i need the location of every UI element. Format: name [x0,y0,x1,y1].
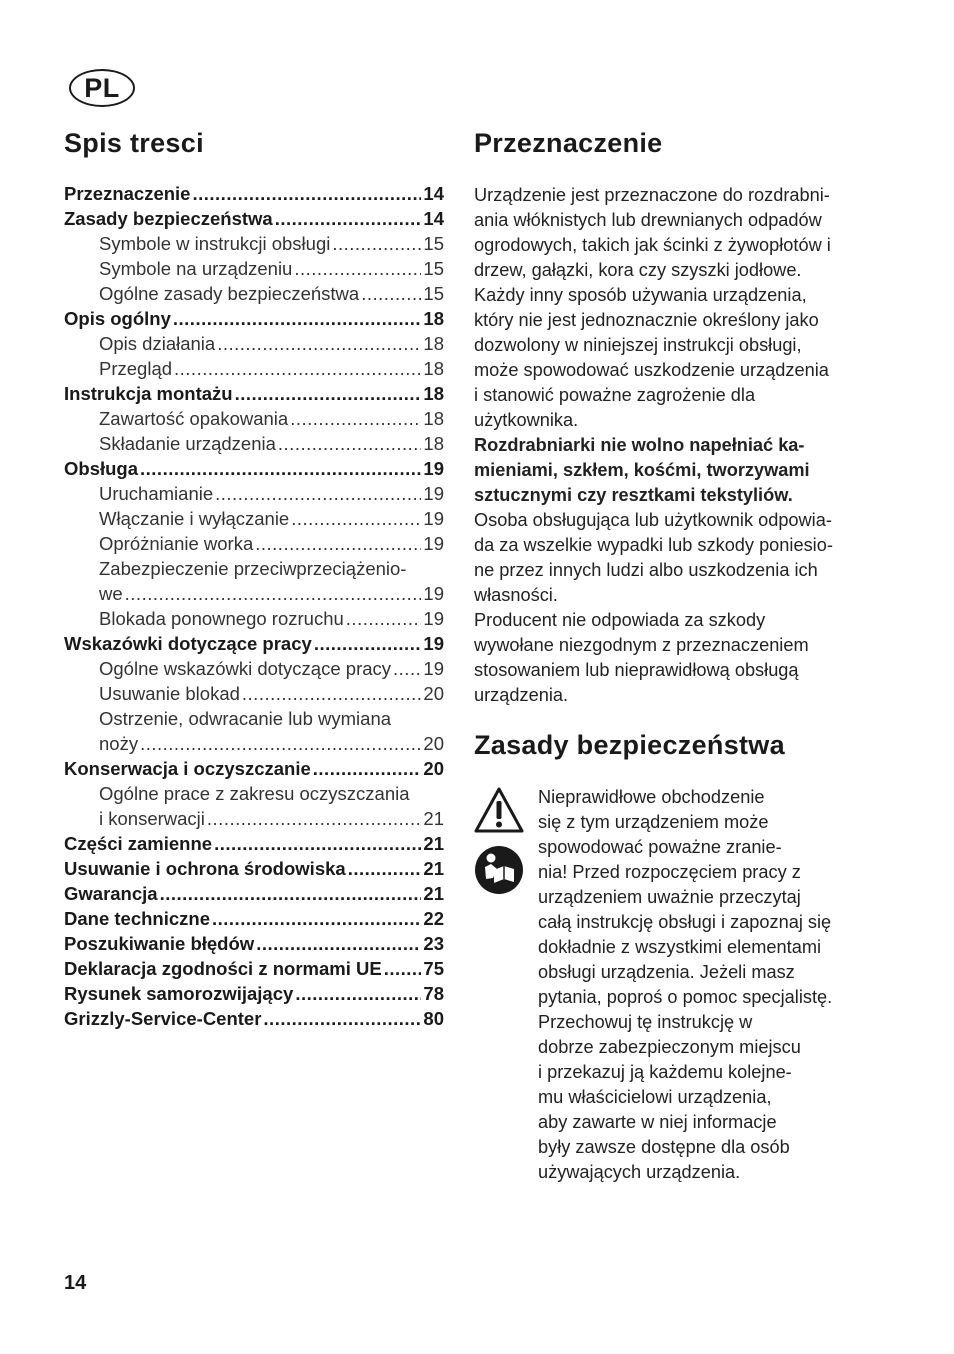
toc-entry-label: Symbole na urządzeniu [99,258,293,279]
toc-leader-dots [384,958,422,980]
toc-leader-dots [332,233,421,255]
toc-entry [64,983,444,1008]
text-line: aby zawarte w niej informacje [538,1112,777,1132]
toc-entry [64,383,444,408]
toc-entry-label: Przegląd [99,358,173,379]
toc-entry [64,333,444,358]
toc-entry-label: Uruchamianie [99,483,214,504]
toc-entry-label: Konserwacja i oczyszczanie [64,758,311,779]
text-line: Nieprawidłowe obchodzenie [538,787,765,807]
toc-entry-page: 14 [423,183,444,204]
toc-entry-page: 18 [423,333,444,354]
text-line: Każdy inny sposób używania urządzenia, [474,285,807,305]
toc-entry-label: Instrukcja montażu [64,383,233,404]
toc-entry-page: 18 [423,308,444,329]
toc-entry-page: 15 [423,258,444,279]
text-line: obsługi urządzenia. Jeżeli masz [538,962,795,982]
toc-entry-page: 21 [423,883,444,904]
toc-entry [64,208,444,233]
toc-leader-dots [242,683,422,705]
toc-entry-label: Przeznaczenie [64,183,191,204]
purpose-heading: Przeznaczenie [474,128,663,158]
toc-entry-label: Rysunek samorozwijający [64,983,294,1004]
toc-entry [64,808,444,833]
language-code: PL [84,72,120,103]
text-line: urządzeniem uważnie przeczytaj [538,887,801,907]
toc-entry-label: Poszukiwanie błędów [64,933,255,954]
toc-entry-page: 22 [423,908,444,929]
text-line: były zawsze dostępne dla osób [538,1137,790,1157]
text-line: całą instrukcję obsługi i zapoznaj się [538,912,832,932]
text-line: używających urządzenia. [538,1162,741,1182]
toc-leader-dots [212,908,421,930]
toc-entry-page: 15 [423,283,444,304]
toc-entry [64,658,444,683]
safety-heading: Zasady bezpieczeństwa [474,730,785,760]
toc-entry-page: 19 [423,508,444,529]
toc-entry [64,858,444,883]
text-line: Przechowuj tę instrukcję w [538,1012,753,1032]
toc-leader-dots [174,358,421,380]
toc-leader-dots [361,283,421,305]
toc-entry-page: 23 [423,933,444,954]
text-line: da za wszelkie wypadki lub szkody poniesio- [474,535,833,555]
text-line: i przekazuj ją każdemu kolejne- [538,1062,792,1082]
toc-entry-label: Grizzly-Service-Center [64,1008,262,1029]
toc-entry-label: Wskazówki dotyczące pracy [64,633,312,654]
toc-entry-page: 18 [423,408,444,429]
toc-leader-dots [215,483,421,505]
toc-entry-page: 19 [423,658,444,679]
toc-entry-label: Ogólne zasady bezpieczeństwa [99,283,360,304]
toc-entry-label: noży [99,733,139,754]
toc-entry-label: Opróżnianie worka [99,533,254,554]
toc-entry [64,183,444,208]
text-line: pytania, poproś o pomoc specjalistę. [538,987,833,1007]
toc-entry [64,283,444,308]
warning-text-line: mieniami, szkłem, kośćmi, tworzywami [474,460,810,480]
toc-entry-label: Ogólne prace z zakresu oczyszczania [99,783,410,804]
toc-entry [64,483,444,508]
toc-entry-label: Składanie urządzenia [99,433,276,454]
text-line: dobrze zabezpieczonym miejscu [538,1037,801,1057]
text-line: ne przez innych ludzi albo uszkodzenia ich [474,560,818,580]
text-line: Osoba obsługująca lub użytkownik odpowia- [474,510,832,530]
toc-entry [64,783,444,808]
text-line: dozwolony w niniejszej instrukcji obsługi, [474,335,802,355]
toc-entry-label: Włączanie i wyłączanie [99,508,290,529]
toc-entry [64,558,444,583]
toc-entry-label: Symbole w instrukcji obsługi [99,233,331,254]
toc-entry [64,908,444,933]
text-line: który nie jest jednoznacznie określony jako [474,310,819,330]
toc-entry-label: Ostrzenie, odwracanie lub wymiana [99,708,392,729]
toc-leader-dots [192,183,421,205]
toc-leader-dots [278,433,422,455]
text-line: ogrodowych, takich jak ścinki z żywopłotów i [474,235,831,255]
toc-entry [64,233,444,258]
toc-leader-dots [290,408,421,430]
toc-title: Spis tresci [64,128,204,158]
toc-entry-page: 20 [423,683,444,704]
toc-leader-dots [346,608,422,630]
toc-entry-label: Dane techniczne [64,908,210,929]
toc-entry-page: 18 [423,433,444,454]
toc-entry-page: 19 [423,633,444,654]
toc-entry-label: we [99,583,123,604]
language-badge [69,69,135,107]
warning-triangle-icon [474,787,524,833]
toc-leader-dots [140,733,421,755]
toc-entry-page: 19 [423,533,444,554]
toc-leader-dots [294,258,421,280]
toc-entry-page: 21 [423,858,444,879]
toc-entry [64,308,444,333]
toc-entry-label: Usuwanie blokad [99,683,240,704]
text-line: Producent nie odpowiada za szkody [474,610,766,630]
text-line: wywołane niezgodnym z przeznaczeniem [474,635,809,655]
toc-leader-dots [313,758,422,780]
toc-leader-dots [140,458,421,480]
toc-entry [64,433,444,458]
toc-leader-dots [125,583,422,605]
text-line: ania włóknistych lub drewnianych odpadów [474,210,822,230]
toc-entry-page: 21 [423,808,444,829]
text-line: dokładnie z wszystkimi elementami [538,937,822,957]
text-line: drzew, gałązki, kora czy szyszki jodłowe. [474,260,802,280]
text-line: się z tym urządzeniem może [538,812,769,832]
toc-entry [64,708,444,733]
toc-entry-label: Usuwanie i ochrona środowiska [64,858,346,879]
toc-entry [64,733,444,758]
purpose-text [474,183,864,708]
toc-entry-page: 80 [423,1008,444,1029]
text-line: mu właścicielowi urządzenia, [538,1087,772,1107]
toc-leader-dots [207,808,422,830]
toc-leader-dots [291,508,421,530]
toc-entry-label: Zabezpieczenie przeciwprzeciążenio- [99,558,407,579]
table-of-contents [64,183,444,1033]
toc-leader-dots [314,633,422,655]
text-line: nia! Przed rozpoczęciem pracy z [538,862,801,882]
toc-leader-dots [295,983,421,1005]
toc-entry [64,458,444,483]
toc-entry-page: 14 [423,208,444,229]
toc-entry-label: Opis ogólny [64,308,171,329]
toc-entry-page: 78 [423,983,444,1004]
toc-entry-label: Gwarancja [64,883,158,904]
toc-entry-page: 18 [423,358,444,379]
toc-entry [64,833,444,858]
toc-entry-label: i konserwacji [99,808,205,829]
text-line: może spowodować uszkodzenie urządzenia [474,360,829,380]
toc-entry [64,533,444,558]
toc-entry-label: Deklaracja zgodności z normami UE [64,958,382,979]
toc-leader-dots [217,333,421,355]
text-line: Urządzenie jest przeznaczone do rozdrabni- [474,185,830,205]
toc-entry [64,758,444,783]
toc-leader-dots [256,933,421,955]
toc-entry [64,683,444,708]
toc-leader-dots [214,833,421,855]
toc-entry [64,258,444,283]
text-line: własności. [474,585,558,605]
toc-entry-page: 19 [423,458,444,479]
toc-leader-dots [173,308,422,330]
toc-entry [64,358,444,383]
toc-entry-page: 20 [423,758,444,779]
read-manual-icon [474,845,524,895]
toc-entry-label: Zasady bezpieczeństwa [64,208,273,229]
toc-entry [64,633,444,658]
toc-entry-label: Opis działania [99,333,216,354]
toc-entry-label: Blokada ponownego rozruchu [99,608,344,629]
warning-text-line: sztucznymi czy resztkami tekstyliów. [474,485,793,505]
toc-entry [64,958,444,983]
text-line: stosowaniem lub nieprawidłową obsługą [474,660,799,680]
toc-entry-page: 19 [423,608,444,629]
toc-leader-dots [255,533,421,555]
toc-leader-dots [275,208,422,230]
safety-text [538,785,868,1185]
toc-entry [64,883,444,908]
text-line: urządzenia. [474,685,569,705]
toc-entry-page: 19 [423,483,444,504]
toc-entry-page: 21 [423,833,444,854]
text-line: użytkownika. [474,410,579,430]
toc-entry-page: 15 [423,233,444,254]
toc-entry-page: 20 [423,733,444,754]
toc-entry [64,408,444,433]
toc-entry-page: 19 [423,583,444,604]
text-line: i stanowić poważne zagrożenie dla [474,385,756,405]
toc-leader-dots [393,658,421,680]
toc-leader-dots [235,383,422,405]
toc-entry-page: 18 [423,383,444,404]
text-line: spowodować poważne zranie- [538,837,782,857]
toc-entry-label: Obsługa [64,458,139,479]
warning-text-line: Rozdrabniarki nie wolno napełniać ka- [474,435,805,455]
toc-leader-dots [348,858,422,880]
toc-entry-label: Zawartość opakowania [99,408,289,429]
toc-entry [64,1008,444,1033]
toc-entry [64,583,444,608]
toc-entry [64,608,444,633]
toc-entry-page: 75 [423,958,444,979]
toc-entry-label: Części zamienne [64,833,213,854]
toc-entry [64,933,444,958]
toc-leader-dots [263,1008,421,1030]
toc-entry [64,508,444,533]
toc-leader-dots [160,883,422,905]
toc-entry-label: Ogólne wskazówki dotyczące pracy [99,658,392,679]
page-number: 14 [64,1272,87,1294]
